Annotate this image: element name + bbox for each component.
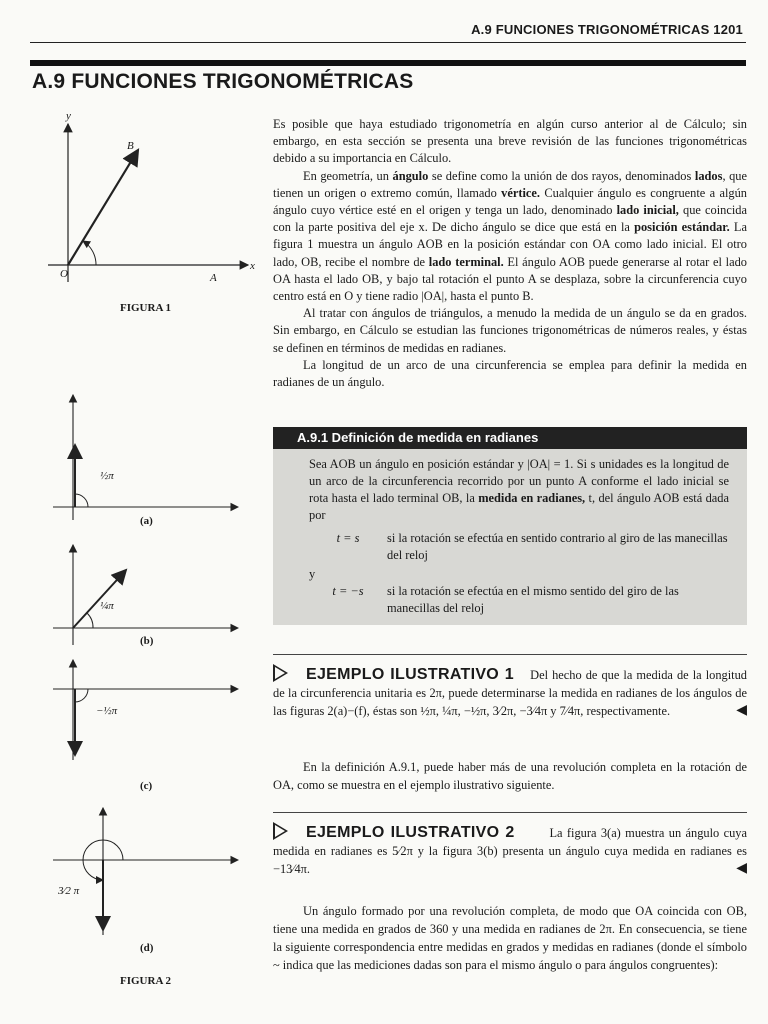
definition-title: A.9.1 Definición de medida en radianes — [273, 427, 747, 449]
case-2-description: si la rotación se efectúa en el mismo sentido del giro de las manecillas del reloj — [387, 584, 679, 615]
case-1-description: si la rotación se efectúa en sentido contrario al giro de las manecillas del reloj — [387, 531, 728, 562]
p2-text-b: se define como la unión de dos rayos, denominados — [428, 168, 695, 183]
fig2b-label: (b) — [140, 635, 154, 647]
fig2d-label: (d) — [140, 942, 154, 954]
figure-2b — [48, 540, 248, 650]
term-angulo: ángulo — [392, 168, 429, 183]
definition-case-1 — [309, 530, 729, 564]
figure-1-caption: FIGURA 1 — [120, 302, 172, 314]
figure-2a — [48, 385, 248, 515]
example-2-followup: Un ángulo formado por una revolución completa, de modo que OA coincida con OB, tiene una medida en grados de 360 y una medida en radianes de 2π. En consecuencia, se tiene la siguiente correspondencia entre medidas en grados y medidas en radianes (donde el símbolo ~ indica que las mediciones dadas son para el mismo ángulo o para ángulos congruentes): — [273, 904, 747, 972]
example-2-heading: EJEMPLO ILUSTRATIVO 2 — [306, 824, 515, 841]
p2-text-a: En geometría, un — [303, 168, 393, 183]
figure-2d — [48, 800, 248, 940]
example-2 — [273, 822, 747, 878]
section-title: A.9 FUNCIONES TRIGONOMÉTRICAS — [32, 70, 414, 93]
term-lado-terminal: lado terminal. — [428, 254, 504, 269]
fig1-a-label: A — [210, 272, 217, 284]
def-term: medida en radianes, — [478, 491, 586, 505]
example-marker-icon — [273, 822, 288, 840]
header-rule — [30, 42, 746, 43]
example-1-heading: EJEMPLO ILUSTRATIVO 1 — [306, 666, 514, 683]
p2-text-d: Cualquier ángulo es congruente a algún ángulo cuyo vértice esté en el origen y tenga un lado, denominado — [273, 185, 747, 218]
title-rule — [30, 60, 746, 66]
example-1-followup: En la definición A.9.1, puede haber más de una revolución completa en la rotación de OA, como se muestra en el ejemplo ilustrativo siguiente. — [273, 760, 747, 792]
definition-connector: y — [309, 567, 316, 581]
example-2-text: La figura 3(a) muestra un ángulo cuya medida en radianes es 5⁄2π y la figura 3(b) presenta un ángulo cuya medida en radianes es −13⁄4π. — [273, 826, 747, 876]
definition-case-2 — [309, 583, 729, 617]
def-text-b: t, del ángulo AOB está dada por — [309, 491, 729, 522]
fig1-y-label: y — [66, 110, 71, 122]
definition-box — [273, 449, 747, 625]
case-2-equation: t = −s — [332, 584, 364, 598]
fig2b-angle: ¼π — [100, 600, 114, 612]
end-marker-icon: ◀ — [736, 861, 747, 876]
fig2d-angle: 3⁄2 π — [58, 885, 80, 897]
term-lado-inicial: lado inicial, — [616, 203, 679, 218]
figure-2c — [48, 655, 248, 765]
example-1-text: Del hecho de que la medida de la longitud de la circunferencia unitaria es 2π, puede determinarse la medida en radianes de los ángulos de las figuras 2(a)−(f), éstas son ½π, ¼π, −½π, 3⁄2π, −3⁄4π y 7⁄4π, respectivamente. — [273, 668, 747, 718]
paragraph-3: Al tratar con ángulos de triángulos, a menudo la medida de un ángulo se da en grados. Sin embargo, en Cálculo se estudian las funciones trigonométricas de números reales, y éstas se definen en términos de medidas en radianes. — [273, 306, 747, 355]
figure-1 — [38, 110, 258, 290]
def-text-a: Sea AOB un ángulo en posición estándar y |OA| = 1. Si s unidades es la longitud de un arco de la circunferencia recorrido por un punto A conforme el lado inicial se rota hasta el lado terminal OB, la — [309, 457, 729, 505]
example-marker-icon — [273, 664, 288, 682]
term-lados: lados — [694, 168, 723, 183]
running-head: A.9 FUNCIONES TRIGONOMÉTRICAS 1201 — [471, 22, 743, 37]
fig2c-angle: −½π — [96, 705, 118, 717]
definition-text — [309, 456, 729, 524]
paragraph-1: Es posible que haya estudiado trigonometría en algún curso anterior al de Cálculo; sin embargo, en esta sección se presenta una breve revisión de las funciones trigonométricas debido a su importancia en Cálculo. — [273, 117, 747, 166]
case-1-equation: t = s — [336, 531, 360, 545]
p2-text-g: El ángulo AOB puede generarse al rotar el lado OA hasta el lado OB, y bajo tal rotación el punto A se desplaza, sobre la circunferencia cuyo centro está en O y tiene radio |OA|, hasta el punto B. — [273, 254, 747, 304]
example-1-rule — [273, 654, 747, 655]
paragraph-4: La longitud de un arco de una circunferencia se emplea para definir la medida en radianes de un ángulo. — [273, 357, 747, 390]
fig1-b-label: B — [127, 140, 134, 152]
p2-text-c: , que tienen un origen o extremo común, llamado — [273, 168, 747, 200]
term-posicion-estandar: posición estándar. — [634, 220, 730, 235]
fig2a-label: (a) — [140, 515, 153, 527]
fig1-x-label: x — [250, 260, 255, 272]
p2-text-e: que coincida con la parte positiva del eje x. De dicho ángulo se dice que está en la — [273, 203, 747, 235]
intro-text — [273, 116, 747, 391]
figure-2-caption: FIGURA 2 — [120, 975, 172, 987]
paragraph-2 — [273, 168, 747, 306]
fig1-o-label: O — [60, 268, 68, 280]
end-marker-icon: ◀ — [736, 703, 747, 718]
fig2a-angle: ½π — [100, 470, 114, 482]
p2-text-f: La figura 1 muestra un ángulo AOB en la posición estándar con OA como lado inicial. El otro lado, OB, recibe el nombre de — [273, 220, 748, 269]
example-1 — [273, 664, 747, 720]
fig2c-label: (c) — [140, 780, 153, 792]
term-vertice: vértice. — [501, 185, 541, 200]
example-2-rule — [273, 812, 747, 813]
